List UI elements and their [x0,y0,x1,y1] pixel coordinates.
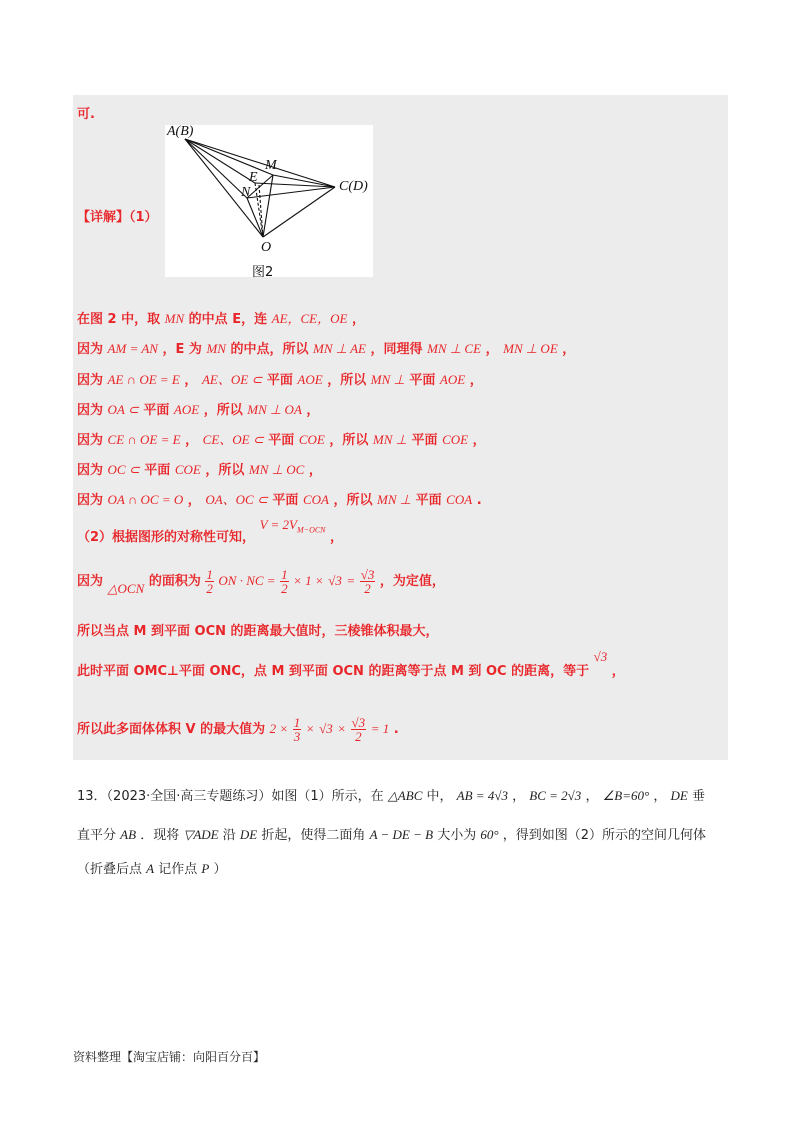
line-1 [77,308,365,327]
math: × [305,721,315,736]
line-12 [77,716,399,743]
text: 因为 [77,403,104,418]
text: ，所以 [327,373,367,388]
den: 3 [293,729,301,744]
line-9 [77,568,445,595]
math: OC ⊂ [107,462,140,477]
den: 2 [206,581,213,596]
text: （2）根据图形的对称性可知， [77,530,256,545]
text: 记作点 [158,862,198,877]
math: MN [206,341,226,356]
math: DE [239,827,258,842]
math: AOE [297,372,323,387]
math: AE，CE，OE [271,311,348,326]
text: 垂 [691,789,705,804]
math: √3 [319,721,333,736]
footer-note: 资料整理【淘宝店铺：向阳百分百】 [73,1050,266,1064]
fraction [293,716,302,743]
line-7 [77,489,482,508]
math: √3 [593,649,608,664]
label-cd: C(D) [339,179,368,194]
math-sub: M−OCN [297,525,326,535]
text: 沿 [222,828,236,843]
num: 1 [293,715,301,730]
math: MN [164,311,185,326]
math: OA ⊂ [107,402,139,417]
math: V = 2V [259,517,297,532]
text: ，为定值， [379,574,445,589]
math: OA、OC ⊂ [205,492,268,507]
text: ，所以 [205,463,245,478]
math: P [201,861,210,876]
text: ， [330,530,344,545]
text: ， [585,789,599,804]
fraction [205,568,214,595]
text: ， [653,789,667,804]
math: ∠B=60° [602,788,650,803]
math: × [337,721,347,736]
text: 因为 [77,493,104,508]
num: √3 [351,715,366,730]
num: 1 [281,567,288,582]
line-4 [77,399,319,418]
text: 大小为 [437,828,477,843]
math: COA [446,492,473,507]
math: △OCN [107,581,145,596]
text: 的面积为 [148,574,201,589]
den: 2 [281,581,288,596]
text: ， [611,664,625,679]
text: 因为 [77,342,104,357]
text: ， [308,463,322,478]
line-3 [77,369,483,388]
label-e: E [249,170,258,185]
figure-caption: 图2 [252,265,274,280]
text: ，所以 [329,433,369,448]
math: AB [120,827,137,842]
math: MN ⊥ [377,492,412,507]
text: ） [213,862,227,877]
fraction [360,568,376,595]
math: = [346,573,356,588]
math: COA [302,492,329,507]
math: √3 [328,573,342,588]
text: ， [562,342,576,357]
math: AE、OE ⊂ [201,372,263,387]
math: × 1 × [293,573,324,588]
text: ， [472,433,486,448]
text: 平面 [411,433,438,448]
text: ， [512,789,526,804]
text: 平面 [268,433,295,448]
den: 2 [355,729,362,744]
text: 平面 [409,373,436,388]
math: OA ∩ OC = O [107,492,184,507]
math: AE ∩ OE = E [107,372,180,387]
math: △ABC [387,788,423,803]
text: ， [485,342,499,357]
text: 此时平面 OMC⊥平面 ONC，点 M 到平面 OCN 的距离等于点 M 到 OC 的距离，等于 [77,664,590,679]
math: AB = 4√3 [456,788,508,803]
math: MN ⊥ OE [503,341,558,356]
fraction [351,716,367,743]
text: ， [351,312,365,327]
math: MN ⊥ [370,372,405,387]
text: . [476,493,482,508]
num: 1 [206,567,213,582]
text: 因为 [77,574,104,589]
den: 2 [364,581,371,596]
label-ab: A(B) [167,124,194,139]
math: AM = AN [107,341,158,356]
geometry-figure [165,124,373,280]
text: . [393,722,399,737]
text: ， [469,373,483,388]
text: ， [185,433,199,448]
problem-line-1 [77,785,705,804]
math: CE ∩ OE = E [107,432,181,447]
line-ke: 可. [77,107,95,122]
math: A [146,861,155,876]
math: AOE [173,402,200,417]
text: ， [306,403,320,418]
math: 2 × [269,721,289,736]
text: （折叠后点 [77,862,143,877]
line-11 [77,649,625,679]
text: ， [187,493,201,508]
math: MN ⊥ CE [427,341,482,356]
text: 中， [426,789,453,804]
math: AOE [439,372,466,387]
math: CE、OE ⊂ [202,432,264,447]
text: 13．（2023·全国·高三专题练习）如图（1）所示，在 [77,789,384,804]
text: ，得到如图（2）所示的空间几何体 [502,828,707,843]
text: 折起，使得二面角 [261,828,366,843]
text: 因为 [77,463,104,478]
line-8 [77,517,344,547]
math: MN ⊥ AE [313,341,367,356]
math: BC = 2√3 [529,788,582,803]
math: A − DE − B [369,827,434,842]
math: COE [174,462,201,477]
problem-line-3 [77,858,227,877]
math: COE [298,432,325,447]
text: ，同理得 [370,342,423,357]
num: √3 [360,567,375,582]
line-6 [77,459,322,478]
line-5 [77,429,486,448]
text: 的中点，所以 [230,342,309,357]
text: ，E 为 [162,342,202,357]
label-n: N [241,185,251,200]
label-m: M [265,158,277,173]
math: MN ⊥ [372,432,407,447]
text: 直平分 [77,828,117,843]
text: 平面 [272,493,299,508]
text: ，所以 [203,403,243,418]
text: 因为 [77,433,104,448]
math: ▽ADE [183,827,219,842]
text: 因为 [77,373,104,388]
text: 在图 2 中，取 [77,312,161,327]
math: = 1 [370,721,390,736]
text: ．现将 [140,828,180,843]
math: COE [442,432,469,447]
math-v [259,517,326,535]
fraction [280,568,289,595]
text: 平面 [144,463,171,478]
line-2 [77,338,575,357]
problem-line-2 [77,824,706,843]
math: 60° [480,827,499,842]
text: 平面 [143,403,170,418]
text: 所以此多面体体积 V 的最大值为 [77,722,266,737]
text: 平面 [415,493,442,508]
math: MN ⊥ OC [248,462,305,477]
math: MN ⊥ OA [247,402,302,417]
detail-label: 【详解】（1） [77,210,158,225]
text: ， [184,373,198,388]
math: DE [670,788,688,803]
math: ON · NC = [218,573,276,588]
text: ，所以 [333,493,373,508]
label-o: O [261,240,272,255]
text: 平面 [266,373,293,388]
text: 的中点 E，连 [188,312,268,327]
line-10: 所以当点 M 到平面 OCN 的距离最大值时，三棱锥体积最大， [77,624,439,639]
